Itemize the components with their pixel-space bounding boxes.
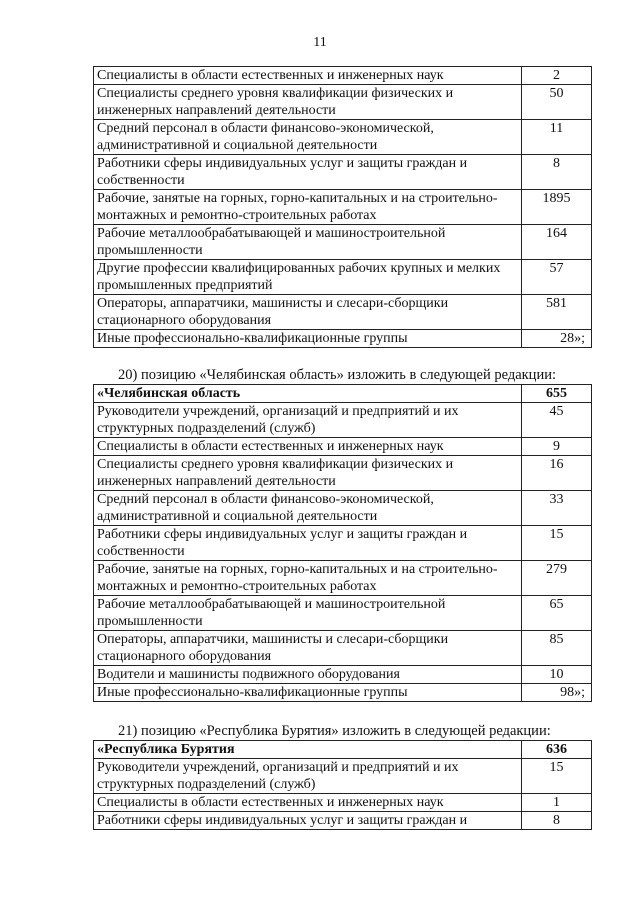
occupation-group-label: Другие профессии квалифицированных рабочих крупных и мелких промышленных предприятий <box>94 260 522 295</box>
region-name: «Республика Бурятия <box>94 741 522 759</box>
table-row <box>94 684 592 702</box>
occupation-group-label: Специалисты среднего уровня квалификации физических и инженерных направлений деятельности <box>94 456 522 491</box>
table-row <box>94 812 592 830</box>
table-row <box>94 295 592 330</box>
occupation-group-count: 65 <box>522 596 592 631</box>
table-row <box>94 596 592 631</box>
occupation-group-label: Водители и машинисты подвижного оборудования <box>94 666 522 684</box>
occupation-group-label: Специалисты среднего уровня квалификации физических и инженерных направлений деятельности <box>94 85 522 120</box>
table-row <box>94 67 592 85</box>
table-row <box>94 260 592 295</box>
occupation-group-count: 15 <box>522 759 592 794</box>
table-row <box>94 666 592 684</box>
occupation-group-count: 98»; <box>522 684 592 702</box>
occupation-group-label: Рабочие, занятые на горных, горно-капитальных и на строительно-монтажных и ремонтно-строительных работах <box>94 561 522 596</box>
occupation-group-count: 10 <box>522 666 592 684</box>
table-row <box>94 225 592 260</box>
occupation-group-label: Иные профессионально-квалификационные группы <box>94 330 522 348</box>
occupation-group-count: 8 <box>522 812 592 830</box>
table-buryatia <box>93 740 592 830</box>
occupation-group-label: Средний персонал в области финансово-экономической, административной и социальной деятельности <box>94 120 522 155</box>
occupation-group-label: Операторы, аппаратчики, машинисты и слесари-сборщики стационарного оборудования <box>94 631 522 666</box>
table-row <box>94 794 592 812</box>
paragraph-21: 21) позицию «Республика Бурятия» изложить в следующей редакции: <box>118 723 551 739</box>
occupation-group-count: 33 <box>522 491 592 526</box>
table-header-row <box>94 385 592 403</box>
occupation-group-count: 45 <box>522 403 592 438</box>
table-row <box>94 85 592 120</box>
occupation-group-label: Работники сферы индивидуальных услуг и защиты граждан и <box>94 812 522 830</box>
table-continuation <box>93 66 592 348</box>
occupation-group-label: Рабочие, занятые на горных, горно-капитальных и на строительно-монтажных и ремонтно-строительных работах <box>94 190 522 225</box>
occupation-group-count: 9 <box>522 438 592 456</box>
region-total: 655 <box>522 385 592 403</box>
occupation-group-count: 50 <box>522 85 592 120</box>
table-row <box>94 561 592 596</box>
table-row <box>94 491 592 526</box>
table-row <box>94 631 592 666</box>
occupation-group-label: Специалисты в области естественных и инженерных наук <box>94 438 522 456</box>
table-row <box>94 759 592 794</box>
region-total: 636 <box>522 741 592 759</box>
page-number: 11 <box>313 35 327 50</box>
occupation-group-label: Работники сферы индивидуальных услуг и защиты граждан и собственности <box>94 155 522 190</box>
table-header-row <box>94 741 592 759</box>
occupation-group-label: Специалисты в области естественных и инженерных наук <box>94 67 522 85</box>
occupation-group-count: 11 <box>522 120 592 155</box>
occupation-group-label: Иные профессионально-квалификационные группы <box>94 684 522 702</box>
occupation-group-count: 28»; <box>522 330 592 348</box>
table-row <box>94 330 592 348</box>
occupation-group-count: 1895 <box>522 190 592 225</box>
occupation-group-count: 85 <box>522 631 592 666</box>
table-row <box>94 438 592 456</box>
table-row <box>94 403 592 438</box>
occupation-group-label: Специалисты в области естественных и инженерных наук <box>94 794 522 812</box>
occupation-group-count: 16 <box>522 456 592 491</box>
occupation-group-count: 15 <box>522 526 592 561</box>
occupation-group-count: 164 <box>522 225 592 260</box>
table-chelyabinsk <box>93 384 592 702</box>
table-row <box>94 190 592 225</box>
table-row <box>94 120 592 155</box>
occupation-group-count: 8 <box>522 155 592 190</box>
region-name: «Челябинская область <box>94 385 522 403</box>
occupation-group-count: 2 <box>522 67 592 85</box>
occupation-group-label: Рабочие металлообрабатывающей и машиностроительной промышленности <box>94 596 522 631</box>
occupation-group-label: Руководители учреждений, организаций и предприятий и их структурных подразделений (служб) <box>94 759 522 794</box>
occupation-group-count: 57 <box>522 260 592 295</box>
occupation-group-count: 581 <box>522 295 592 330</box>
occupation-group-count: 1 <box>522 794 592 812</box>
table-row <box>94 155 592 190</box>
table-row <box>94 526 592 561</box>
occupation-group-label: Работники сферы индивидуальных услуг и защиты граждан и собственности <box>94 526 522 561</box>
occupation-group-label: Рабочие металлообрабатывающей и машиностроительной промышленности <box>94 225 522 260</box>
occupation-group-label: Средний персонал в области финансово-экономической, административной и социальной деятельности <box>94 491 522 526</box>
occupation-group-count: 279 <box>522 561 592 596</box>
table-row <box>94 456 592 491</box>
paragraph-20: 20) позицию «Челябинская область» изложить в следующей редакции: <box>118 367 556 383</box>
occupation-group-label: Руководители учреждений, организаций и предприятий и их структурных подразделений (служб) <box>94 403 522 438</box>
occupation-group-label: Операторы, аппаратчики, машинисты и слесари-сборщики стационарного оборудования <box>94 295 522 330</box>
